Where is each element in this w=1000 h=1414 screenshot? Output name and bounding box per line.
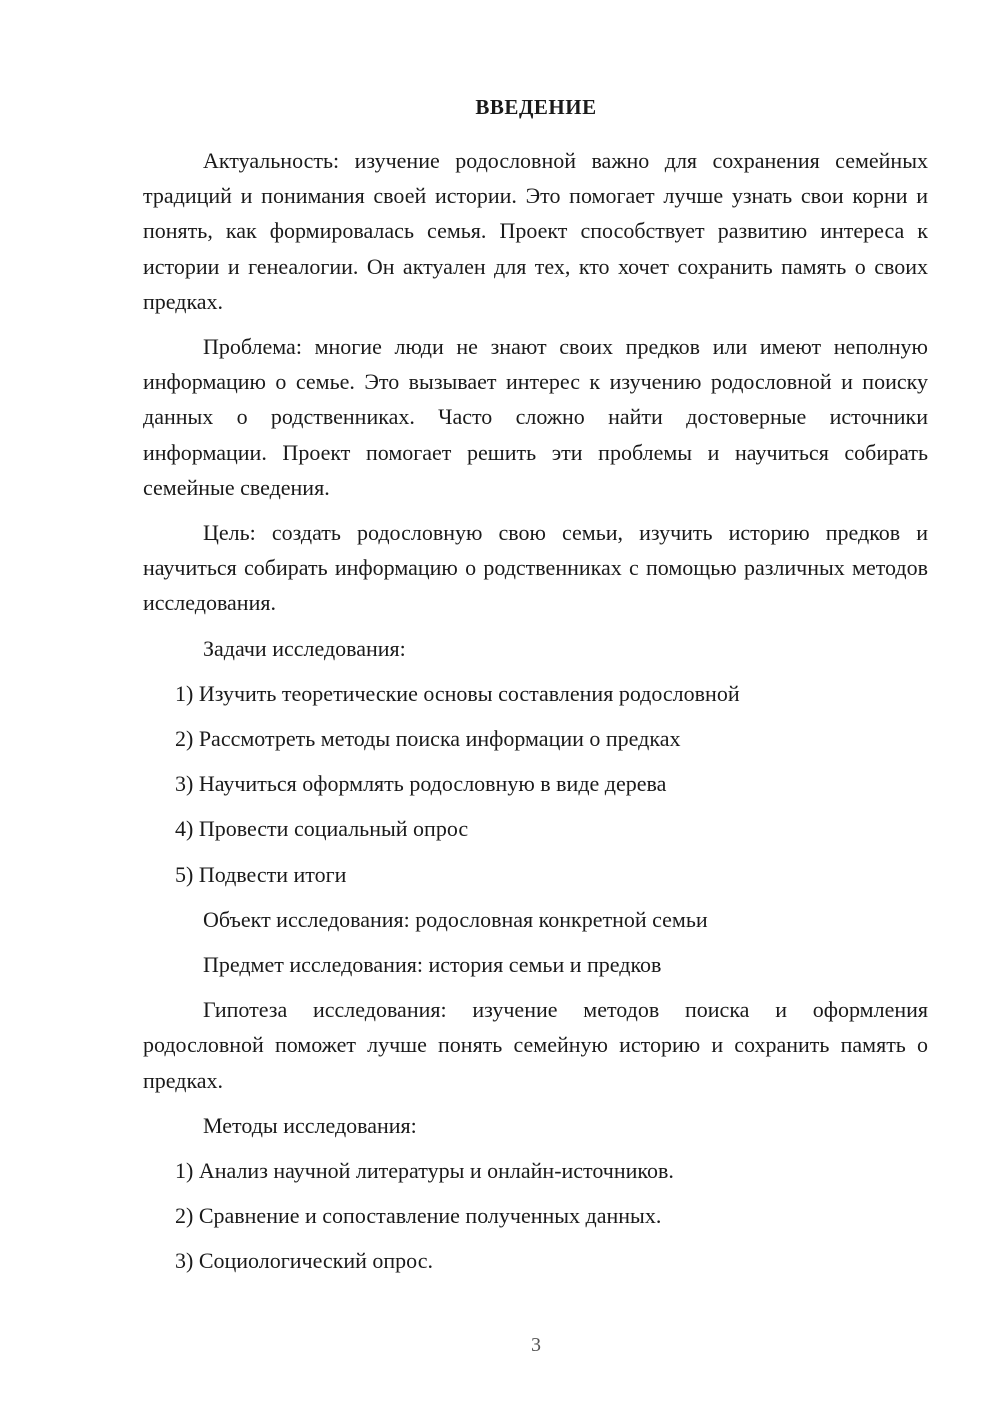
subject-paragraph: Предмет исследования: история семьи и предков xyxy=(203,952,662,978)
object-paragraph: Объект исследования: родословная конкретной семьи xyxy=(203,906,708,932)
page-number: 3 xyxy=(531,1334,541,1356)
goal-paragraph: Цель: создать родословную свою семьи, изучить историю предков и научиться собирать информацию о родственниках с помощью различных методов исследования. xyxy=(143,520,928,616)
method-item: 1) Анализ научной литературы и онлайн-источников. xyxy=(175,1158,674,1184)
method-item: 2) Сравнение и сопоставление полученных данных. xyxy=(175,1203,662,1229)
problem-paragraph: Проблема: многие люди не знают своих предков или имеют неполную информацию о семье. Это вызывает интерес к изучению родословной и поиску данных о родственниках. Часто сложно найти достоверные источники информации. Проект помогает решить эти проблемы и научиться собирать семейные сведения. xyxy=(143,334,928,500)
body-text xyxy=(143,143,928,1279)
methods-title: Методы исследования: xyxy=(203,1112,417,1138)
method-item: 3) Социологический опрос. xyxy=(175,1248,433,1274)
task-item: 3) Научиться оформлять родословную в виде дерева xyxy=(175,771,667,797)
tasks-title: Задачи исследования: xyxy=(203,635,406,661)
task-item: 5) Подвести итоги xyxy=(175,861,347,887)
task-item: 1) Изучить теоретические основы составления родословной xyxy=(175,680,740,706)
section-heading: ВВЕДЕНИЕ xyxy=(475,95,597,119)
task-item: 2) Рассмотреть методы поиска информации о предках xyxy=(175,726,681,752)
relevance-paragraph: Актуальность: изучение родословной важно для сохранения семейных традиций и понимания своей истории. Это помогает лучше узнать свои корни и понять, как формировалась семья. Проект способствует развитию интереса к истории и генеалогии. Он актуален для тех, кто хочет сохранить память о своих предках. xyxy=(143,148,928,314)
hypothesis-paragraph: Гипотеза исследования: изучение методов поиска и оформления родословной поможет лучше понять семейную историю и сохранить память о предках. xyxy=(143,997,928,1093)
task-item: 4) Провести социальный опрос xyxy=(175,816,469,842)
